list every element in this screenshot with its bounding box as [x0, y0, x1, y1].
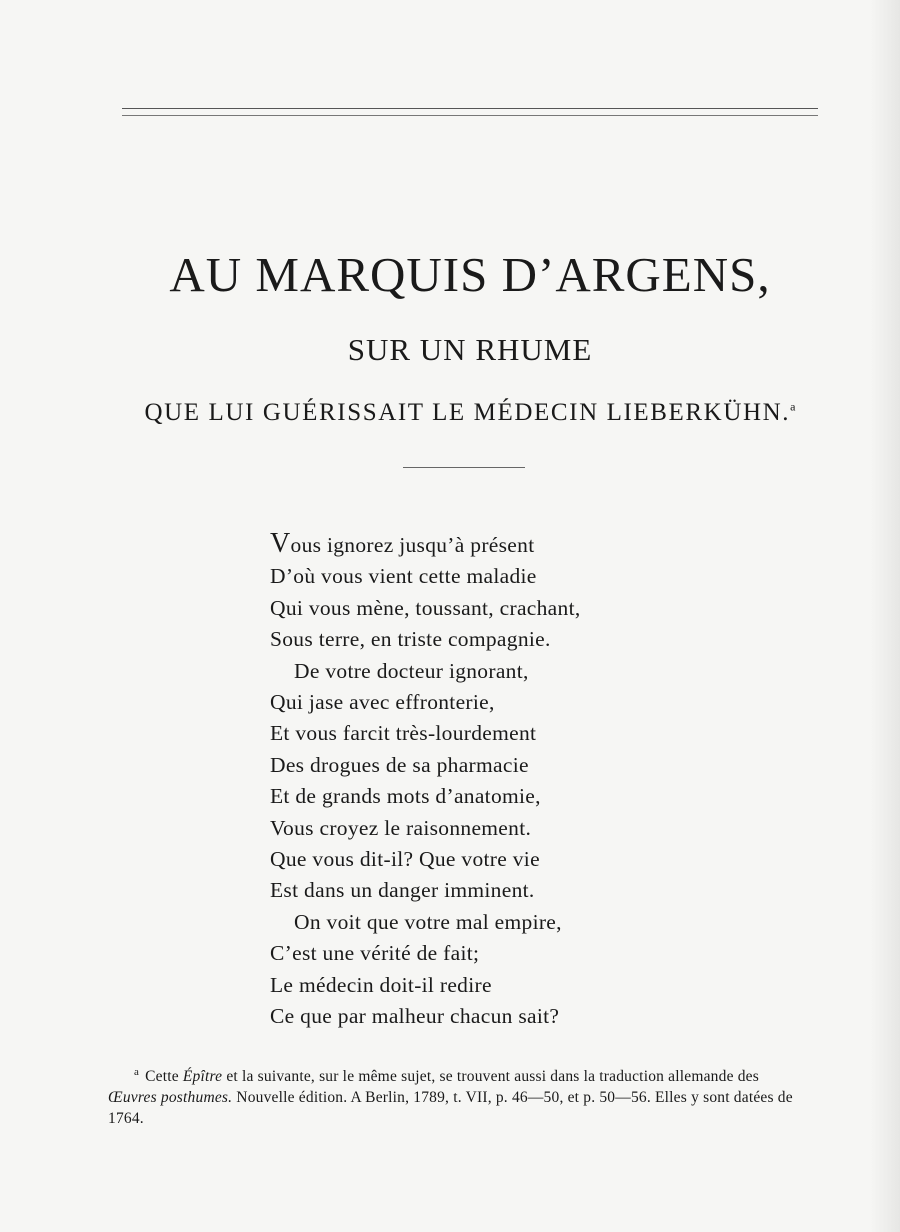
poem-line: Et de grands mots d’anatomie, — [270, 784, 541, 809]
poem-line: Vous croyez le raisonnement. — [270, 815, 532, 840]
page-title: AU MARQUIS D’ARGENS, — [169, 247, 771, 302]
section-divider — [403, 467, 525, 468]
poem-line: D’où vous vient cette maladie — [270, 564, 537, 589]
top-rule — [122, 108, 818, 116]
poem-line: Ce que par malheur chacun sait? — [270, 1004, 560, 1029]
poem-line: Sous terre, en triste compagnie. — [270, 627, 551, 652]
poem-line-text: ous ignorez jusqu’à présent — [290, 533, 535, 557]
poem-line — [270, 528, 581, 561]
poem-line: On voit que votre mal empire, — [294, 909, 562, 934]
poem-line: Que vous dit-il? Que votre vie — [270, 847, 540, 872]
page-edge-shadow — [870, 0, 900, 1232]
footnote-italic-2: Œuvres posthumes. — [108, 1089, 233, 1107]
poem-line: Le médecin doit-il redire — [270, 972, 492, 997]
footnote-mark: a — [134, 1066, 140, 1078]
footnote-text-3: Nouvelle édition. A Berlin, 1789, t. VII, p. 46—50, et p. 50—56. Elles y sont datées de 1764. — [108, 1089, 793, 1128]
footnote-italic-1: Épître — [182, 1068, 223, 1086]
subtitle-2-text: QUE LUI GUÉRISSAIT LE MÉDECIN LIEBERKÜHN. — [144, 399, 791, 426]
poem — [270, 528, 581, 1033]
page-subtitle-2 — [0, 400, 900, 425]
poem-line: Des drogues de sa pharmacie — [270, 752, 529, 777]
poem-line: Et vous farcit très-lourdement — [270, 721, 537, 746]
poem-line: Qui jase avec effronterie, — [270, 690, 495, 715]
footnote-reference-mark: a — [790, 399, 796, 414]
page-subtitle: SUR UN RHUME — [347, 332, 593, 367]
footnote-text-2: et la suivante, sur le même sujet, se trouvent aussi dans la traduction allemande des — [222, 1068, 759, 1086]
poem-line: C’est une vérité de fait; — [270, 941, 480, 966]
footnote — [108, 1062, 808, 1129]
poem-line: Est dans un danger imminent. — [270, 878, 535, 903]
poem-initial-letter: V — [270, 528, 291, 559]
poem-line: Qui vous mène, toussant, crachant, — [270, 595, 581, 620]
footnote-text-1: Cette — [145, 1068, 183, 1086]
poem-line: De votre docteur ignorant, — [294, 658, 529, 683]
